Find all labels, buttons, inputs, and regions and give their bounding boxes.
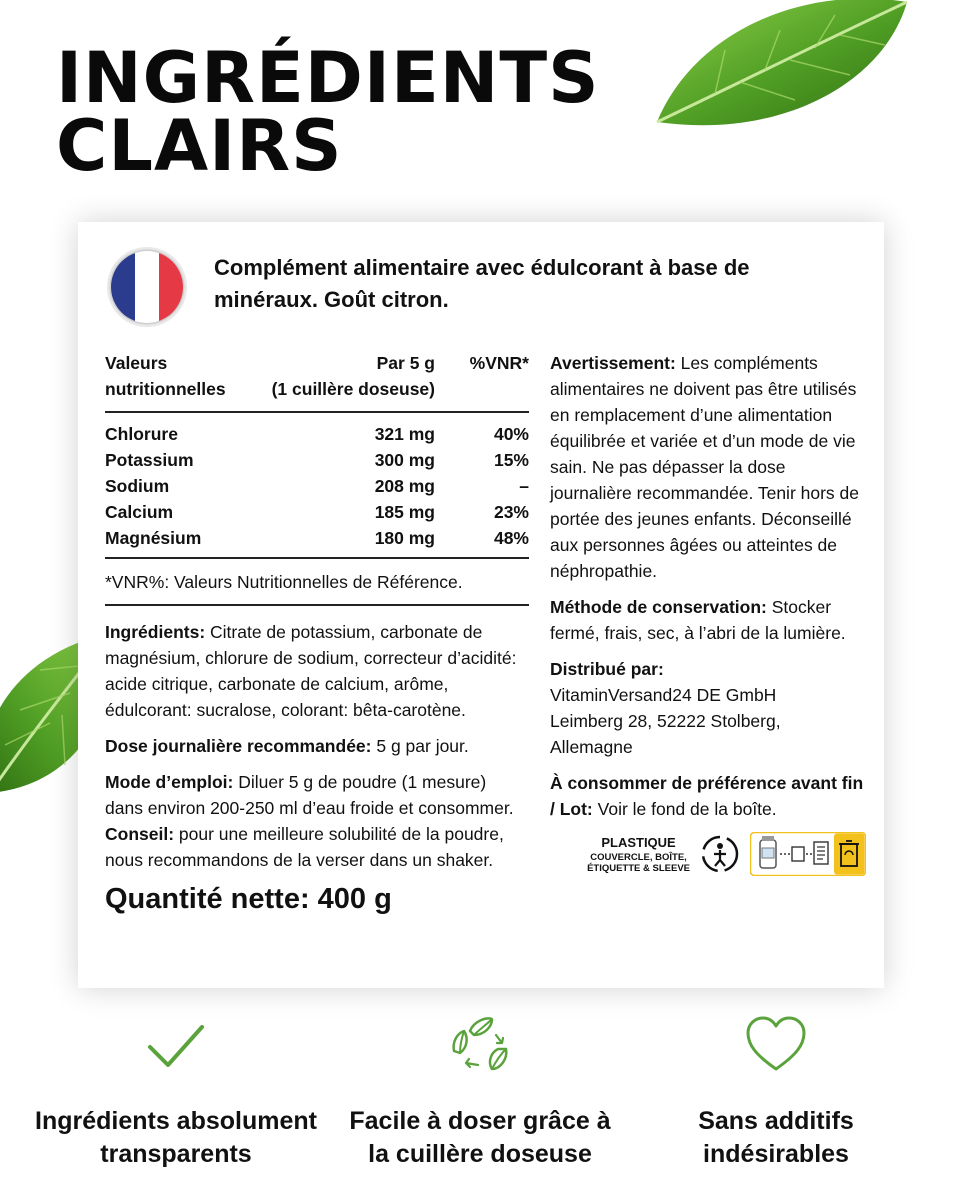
storage-value: Stocker fermé, frais, sec, à l’abri de la lumière. bbox=[550, 597, 846, 643]
nutrient-name: Calcium bbox=[105, 502, 174, 522]
table-row bbox=[105, 447, 529, 473]
storage-label: Méthode de conservation: bbox=[550, 597, 767, 617]
ingredients-value: Citrate de potassium, carbonate de magnésium, chlorure de sodium, correcteur d’acidité: acide citrique, carbonate de calcium, arôme, édulcorant: sucralose, colorant: bêta-carotène. bbox=[105, 622, 517, 720]
feature-row bbox=[0, 1015, 960, 1185]
distributor-line-1: VitaminVersand24 DE GmbH bbox=[550, 685, 777, 705]
nutrition-footnote: *VNR%: Valeurs Nutritionnelles de Référence. bbox=[105, 559, 529, 606]
label-left-column bbox=[105, 350, 529, 916]
feature-transparent bbox=[26, 1015, 326, 1171]
storage-text bbox=[550, 594, 866, 646]
nutrient-name: Chlorure bbox=[105, 424, 178, 444]
distributor-text bbox=[550, 656, 866, 760]
france-flag-icon bbox=[106, 246, 188, 328]
daily-dose-text bbox=[105, 733, 529, 759]
nutrient-vnr: 40% bbox=[493, 424, 529, 444]
best-before-label: À consommer de préférence avant fin / Lot: bbox=[550, 773, 864, 819]
nutrition-header-amount-line-1: Par 5 g bbox=[376, 353, 435, 373]
ingredients-text bbox=[105, 619, 529, 723]
product-label-card bbox=[78, 222, 884, 988]
feature-label bbox=[626, 1105, 926, 1171]
feature-label bbox=[26, 1105, 326, 1171]
nutrient-amount: 208 mg bbox=[374, 476, 435, 496]
table-row bbox=[105, 473, 529, 499]
warning-label: Avertissement: bbox=[550, 353, 676, 373]
recycling-info bbox=[550, 832, 866, 876]
table-row bbox=[105, 499, 529, 525]
distributor-label: Distribué par: bbox=[550, 659, 664, 679]
table-row bbox=[105, 421, 529, 447]
recycling-text bbox=[587, 834, 690, 874]
nutrition-header-amount bbox=[255, 350, 435, 402]
nutrition-table-body bbox=[105, 413, 529, 559]
nutrient-amount: 321 mg bbox=[374, 424, 435, 444]
usage-value: Diluer 5 g de poudre (1 mesure) dans environ 200-250 ml d’eau froide et consommer. bbox=[105, 772, 514, 818]
feature-label-line-2: transparents bbox=[100, 1140, 252, 1168]
recycling-parts-line-2: ÉTIQUETTE & SLEEVE bbox=[587, 863, 690, 874]
nutrition-header-amount-line-2: (1 cuillère doseuse) bbox=[271, 379, 435, 399]
best-before-text bbox=[550, 770, 866, 822]
nutrient-name: Potassium bbox=[105, 450, 194, 470]
nutrient-amount: 185 mg bbox=[374, 502, 435, 522]
feature-no-additives bbox=[626, 1015, 926, 1171]
nutrient-amount: 180 mg bbox=[374, 528, 435, 548]
nutrition-header-nutrient bbox=[105, 350, 255, 402]
nutrient-vnr: 48% bbox=[493, 528, 529, 548]
feature-label-line-2: indésirables bbox=[703, 1140, 849, 1168]
nutrient-vnr: 23% bbox=[493, 502, 529, 522]
nutrient-name: Magnésium bbox=[105, 528, 202, 548]
page-title bbox=[56, 37, 600, 187]
feature-easy-dosing bbox=[330, 1015, 630, 1171]
feature-label-line-2: la cuillère doseuse bbox=[368, 1140, 592, 1168]
page-title-line-2: CLAIRS bbox=[56, 105, 343, 187]
container-to-bin-icon bbox=[750, 832, 866, 876]
usage-text bbox=[105, 769, 529, 873]
feature-label-line-1: Sans additifs bbox=[698, 1107, 854, 1135]
feature-label-line-1: Ingrédients absolument bbox=[35, 1107, 317, 1135]
nutrition-header-nutrient-line-1: Valeurs bbox=[105, 353, 168, 373]
triman-recycling-icon bbox=[698, 832, 742, 876]
best-before-value: Voir le fond de la boîte. bbox=[592, 799, 777, 819]
feature-label-line-1: Facile à doser grâce à bbox=[349, 1107, 611, 1135]
feature-label bbox=[330, 1105, 630, 1171]
usage-label: Mode d’emploi: bbox=[105, 772, 234, 792]
label-right-column bbox=[550, 350, 866, 876]
checkmark-icon bbox=[144, 1015, 208, 1075]
nutrition-header-nutrient-line-2: nutritionnelles bbox=[105, 379, 226, 399]
heart-icon bbox=[744, 1015, 808, 1075]
daily-dose-label: Dose journalière recommandée: bbox=[105, 736, 372, 756]
recycling-parts-line-1: COUVERCLE, BOÎTE, bbox=[590, 852, 687, 863]
warning-text bbox=[550, 350, 866, 584]
distributor-line-3: Allemagne bbox=[550, 737, 633, 757]
distributor-line-2: Leimberg 28, 52222 Stolberg, bbox=[550, 711, 781, 731]
recycle-leaves-icon bbox=[448, 1015, 512, 1075]
tip-value: pour une meilleure solubilité de la poudre, nous recommandons de la verser dans un shaker. bbox=[105, 824, 504, 870]
nutrient-amount: 300 mg bbox=[374, 450, 435, 470]
ingredients-label: Ingrédients: bbox=[105, 622, 206, 642]
net-quantity: Quantité nette: 400 g bbox=[105, 883, 392, 915]
nutrient-vnr: 15% bbox=[493, 450, 529, 470]
warning-value: Les compléments alimentaires ne doivent pas être utilisés en remplacement d’une alimentation équilibrée et variée et d’un mode de vie sain. Ne pas dépasser la dose journalière recommandée. Tenir hors de portée des jeunes enfants. Déconseillé aux personnes âgées ou atteintes de néphropathie. bbox=[550, 353, 860, 581]
nutrition-header-vnr: %VNR* bbox=[469, 353, 529, 373]
daily-dose-value: 5 g par jour. bbox=[371, 736, 469, 756]
leaf-decoration-top bbox=[645, 0, 915, 140]
page-title-line-1: INGRÉDIENTS bbox=[56, 37, 600, 119]
nutrient-name: Sodium bbox=[105, 476, 170, 496]
nutrition-table-header bbox=[105, 350, 529, 413]
nutrition-table bbox=[105, 350, 529, 606]
nutrient-vnr: – bbox=[519, 476, 529, 496]
tip-label: Conseil: bbox=[105, 824, 175, 844]
table-row bbox=[105, 525, 529, 551]
recycling-material: PLASTIQUE bbox=[601, 835, 676, 850]
product-description: Complément alimentaire avec édulcorant à base de minéraux. Goût citron. bbox=[214, 255, 750, 312]
